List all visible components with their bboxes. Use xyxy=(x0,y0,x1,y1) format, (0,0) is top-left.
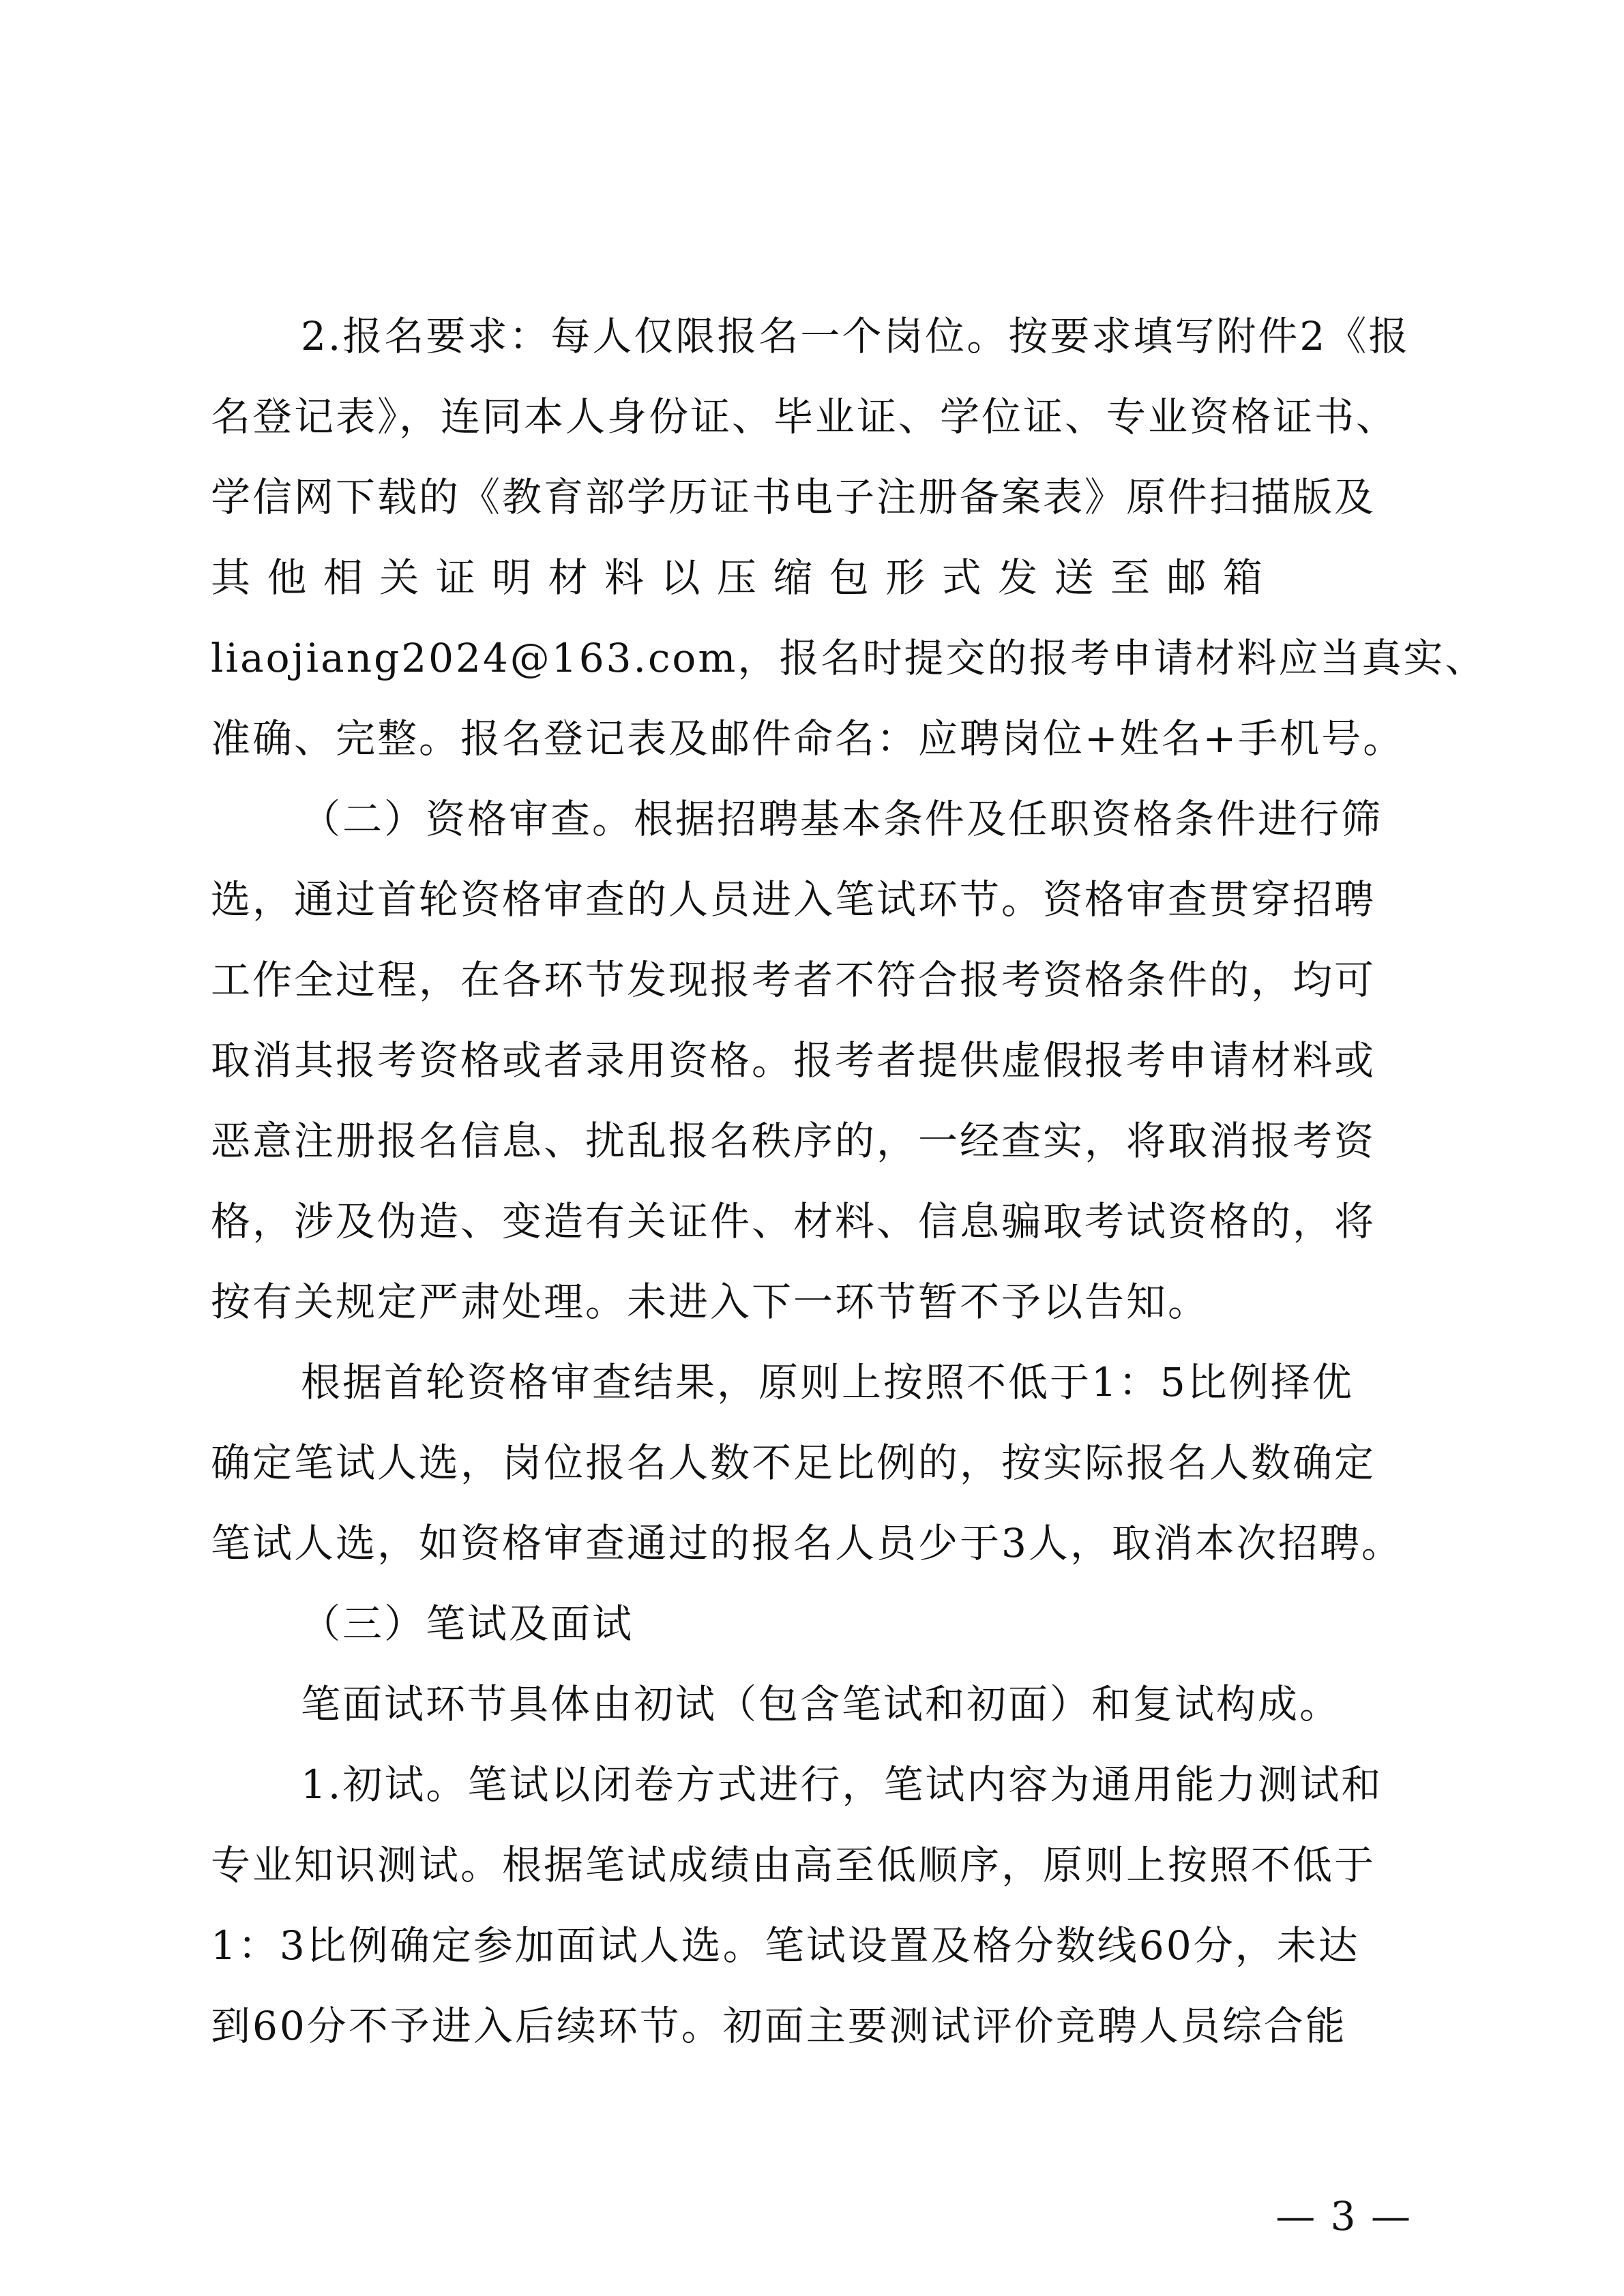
paragraph-line: 恶意注册报名信息、扰乱报名秩序的，一经查实，将取消报考资 xyxy=(211,1118,1376,1164)
paragraph-line: 格，涉及伪造、变造有关证件、材料、信息骗取考试资格的，将 xyxy=(211,1198,1376,1244)
paragraph-line: 取消其报考资格或者录用资格。报考者提供虚假报考申请材料或 xyxy=(211,1037,1376,1084)
section-heading-line: （三）笔试及面试 xyxy=(301,1600,634,1647)
paragraph-line: 1：3比例确定参加面试人选。笔试设置及格分数线60分，未达 xyxy=(211,1922,1360,1969)
paragraph-line: 到60分不予进入后续环节。初面主要测试评价竞聘人员综合能 xyxy=(211,2003,1347,2049)
page-number: — 3 — xyxy=(1275,2193,1412,2239)
paragraph-line: 准确、完整。报名登记表及邮件命名：应聘岗位+姓名+手机号。 xyxy=(211,715,1405,762)
paragraph-line: 1.初试。笔试以闭卷方式进行，笔试内容为通用能力测试和 xyxy=(301,1761,1383,1808)
paragraph-line: 笔试人选，如资格审查通过的报名人员少于3人，取消本次招聘。 xyxy=(211,1520,1403,1566)
email-line: liaojiang2024@163.com，报名时提交的报考申请材料应当真实、 xyxy=(211,635,1487,681)
paragraph-line: 按有关规定严肃处理。未进入下一环节暂不予以告知。 xyxy=(211,1279,1210,1325)
paragraph-line: 确定笔试人选，岗位报名人数不足比例的，按实际报名人数确定 xyxy=(211,1440,1376,1486)
paragraph-line: 专业知识测试。根据笔试成绩由高至低顺序，原则上按照不低于 xyxy=(211,1842,1376,1888)
paragraph-line: 其 他 相 关 证 明 材 料 以 压 缩 包 形 式 发 送 至 邮 箱 xyxy=(211,554,1265,601)
section-heading-line: （二）资格审查。根据招聘基本条件及任职资格条件进行筛 xyxy=(301,796,1383,842)
paragraph-line: 选，通过首轮资格审查的人员进入笔试环节。资格审查贯穿招聘 xyxy=(211,876,1376,923)
body-text xyxy=(211,296,1487,2066)
paragraph-line: 名登记表》，连同本人身份证、毕业证、学位证、专业资格证书、 xyxy=(211,393,1398,440)
paragraph-line: 学信网下载的《教育部学历证书电子注册备案表》原件扫描版及 xyxy=(211,474,1376,520)
paragraph-line: 2.报名要求：每人仅限报名一个岗位。按要求填写附件2《报 xyxy=(301,313,1411,359)
paragraph-line: 根据首轮资格审查结果，原则上按照不低于1：5比例择优 xyxy=(301,1359,1354,1405)
paragraph-line: 笔面试环节具体由初试（包含笔试和初面）和复试构成。 xyxy=(301,1681,1342,1727)
paragraph-line: 工作全过程，在各环节发现报考者不符合报考资格条件的，均可 xyxy=(211,957,1376,1003)
